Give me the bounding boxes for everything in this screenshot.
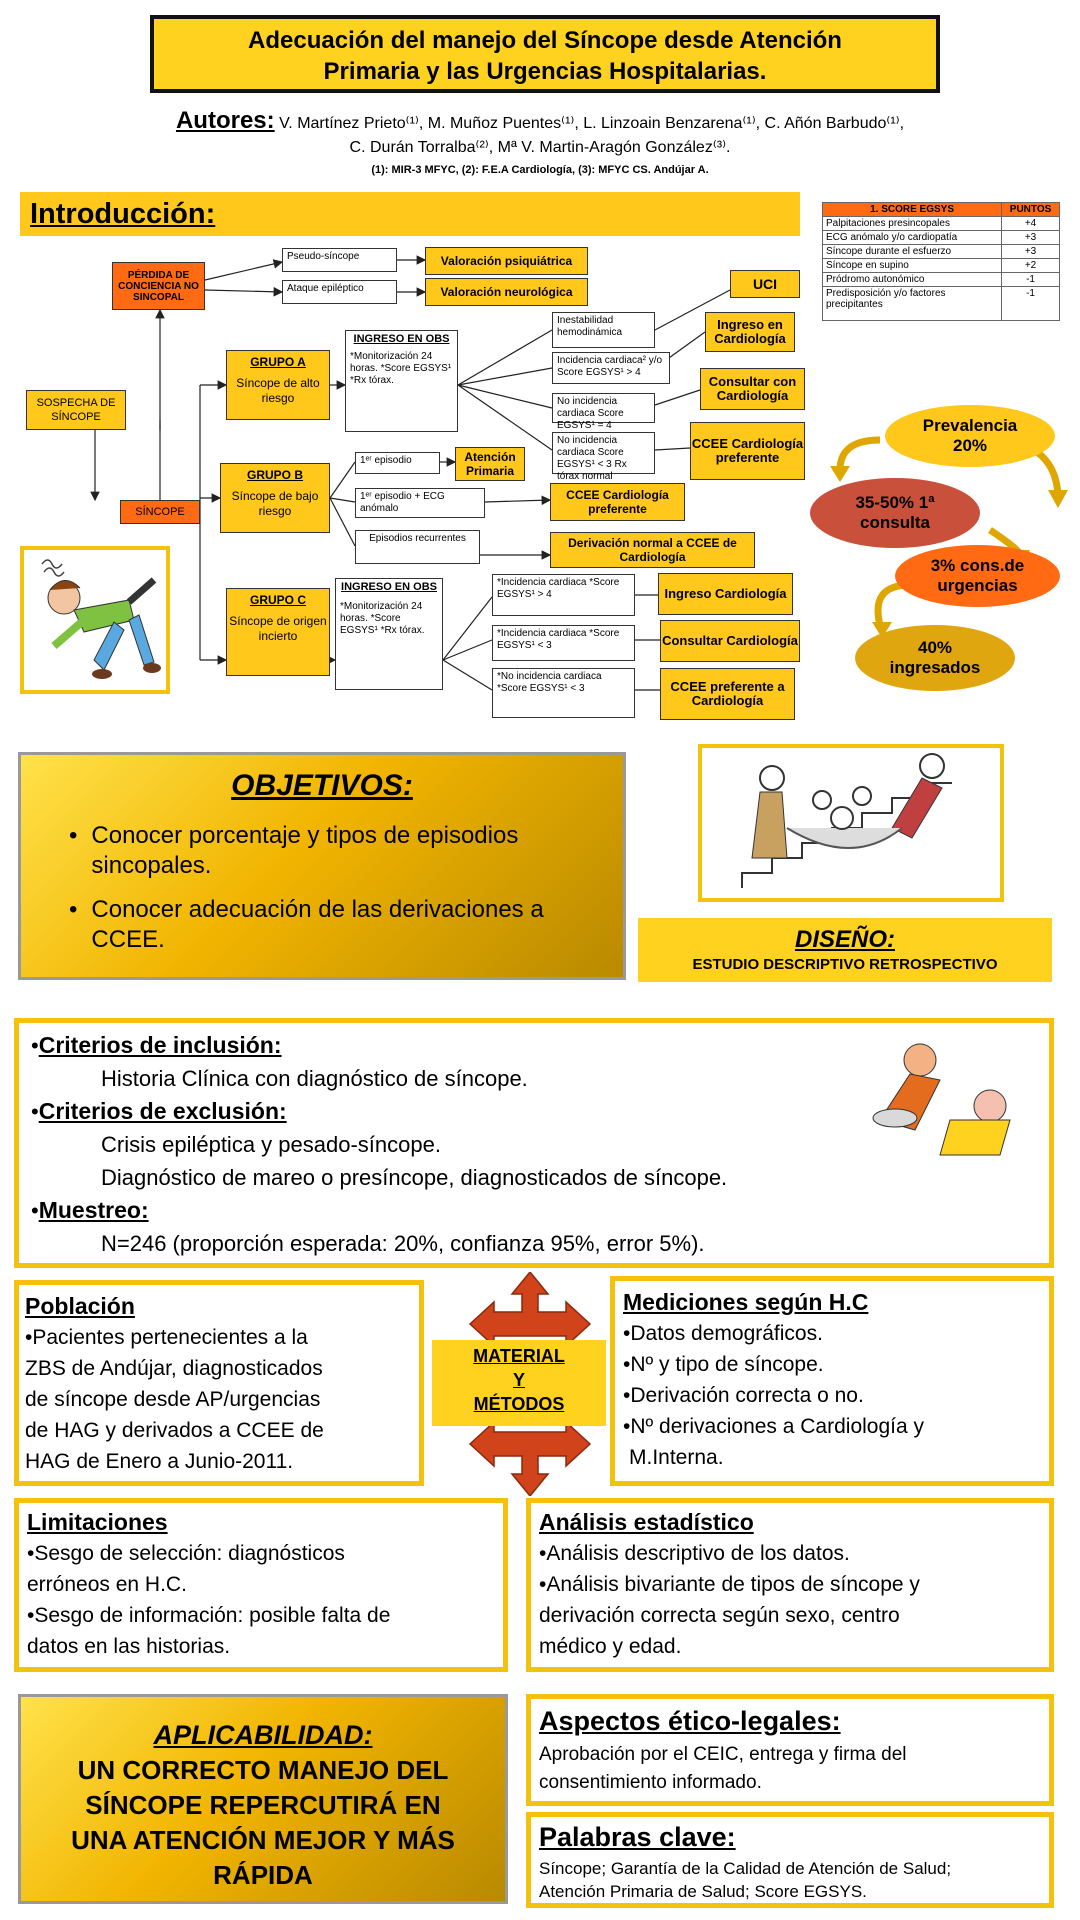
poblacion-line: HAG de Enero a Junio-2011. bbox=[25, 1450, 294, 1473]
score-egsys-table bbox=[822, 202, 1060, 321]
node-b2: 1ᵉʳ episodio + ECG anómalo bbox=[355, 488, 485, 518]
node-ccee-preferente: CCEE Cardiología preferente bbox=[690, 422, 805, 480]
objetivo-item bbox=[69, 821, 589, 881]
score-row-label: Predisposición y/o factores precipitantes bbox=[823, 287, 1002, 321]
limitaciones-panel bbox=[14, 1498, 508, 1672]
node-ingreso-cardiologia: Ingreso en Cardiología bbox=[705, 312, 795, 352]
mediciones-line: •Derivación correcta o no. bbox=[623, 1384, 864, 1407]
score-header-points: PUNTOS bbox=[1002, 203, 1060, 217]
stairs-carrying-icon bbox=[702, 748, 1000, 898]
score-row-label: Pródromo autonómico bbox=[823, 273, 1002, 287]
objetivo-text: Conocer adecuación de las derivaciones a CCEE. bbox=[91, 896, 544, 953]
limitaciones-line: datos en las historias. bbox=[27, 1635, 231, 1658]
node-valoracion-psiquiatrica: Valoración psiquiátrica bbox=[425, 247, 588, 275]
objetivo-text: Conocer porcentaje y tipos de episodios sincopales. bbox=[91, 822, 519, 879]
node-consultar-cardiologia: Consultar con Cardiología bbox=[700, 368, 805, 410]
helping-person-icon bbox=[840, 1030, 1030, 1160]
authors-line-1: V. Martínez Prieto⁽¹⁾, M. Muñoz Puentes⁽¹⁾, L. Linzoain Benzarena⁽¹⁾, C. Añón Barbudo⁽¹⁾, bbox=[279, 115, 905, 132]
node-perdida-conciencia: PÉRDIDA DE CONCIENCIA NO SINCOPAL bbox=[112, 262, 205, 310]
node-a4: No incidencia cardiaca Score EGSYS¹ < 3 Rx tórax normal bbox=[552, 432, 655, 474]
aplicabilidad-line: SÍNCOPE REPERCUTIRÁ EN bbox=[85, 1790, 441, 1820]
node-c1: *Incidencia cardiaca *Score EGSYS¹ > 4 bbox=[492, 574, 635, 616]
node-obs-c bbox=[335, 578, 443, 690]
obs-a-text: *Monitorización 24 horas. *Score EGSYS¹ *Rx tórax. bbox=[350, 351, 452, 386]
inclusion-title: Criterios de inclusión: bbox=[38, 1032, 282, 1058]
down-arrow-icon bbox=[470, 1422, 590, 1496]
bullet-icon: • bbox=[31, 1099, 39, 1124]
score-row-points: -1 bbox=[1002, 273, 1060, 287]
limitaciones-title: Limitaciones bbox=[27, 1509, 168, 1535]
objetivo-item bbox=[69, 895, 589, 955]
score-row-label: Síncope durante el esfuerzo bbox=[823, 245, 1002, 259]
affiliations: (1): MIR-3 MFYC, (2): F.E.A Cardiología, (3): MFYC CS. Andújar A. bbox=[371, 164, 709, 176]
analisis-title: Análisis estadístico bbox=[539, 1509, 754, 1535]
score-row-label: Síncope en supino bbox=[823, 259, 1002, 273]
mediciones-panel bbox=[610, 1276, 1054, 1486]
group-b bbox=[220, 463, 330, 533]
palabras-line: Síncope; Garantía de la Calidad de Atención de Salud; bbox=[539, 1859, 952, 1878]
group-a-title: GRUPO A bbox=[250, 355, 306, 369]
group-b-text: Síncope de bajo riesgo bbox=[231, 489, 319, 518]
node-c-consultar: Consultar Cardiología bbox=[660, 620, 800, 662]
aplicabilidad-line: UN CORRECTO MANEJO DEL bbox=[77, 1755, 449, 1785]
node-atencion-primaria: Atención Primaria bbox=[455, 447, 525, 481]
authors-line-2: C. Durán Torralba⁽²⁾, Mª V. Martin-Aragón González⁽³⁾. bbox=[349, 139, 731, 156]
cycle-primera-consulta: 35-50% 1ª consulta bbox=[810, 478, 980, 548]
poblacion-title: Población bbox=[25, 1293, 135, 1319]
score-row-points: -1 bbox=[1002, 287, 1060, 321]
node-ccee-preferente-b: CCEE Cardiología preferente bbox=[550, 483, 685, 521]
analisis-line: médico y edad. bbox=[539, 1635, 682, 1658]
exclusion-title: Criterios de exclusión: bbox=[38, 1098, 287, 1124]
obs-c-text: *Monitorización 24 horas. *Score EGSYS¹ *Rx tórax. bbox=[340, 601, 425, 636]
group-a-text: Síncope de alto riesgo bbox=[236, 376, 320, 405]
node-c2: *Incidencia cardiaca *Score EGSYS¹ < 3 bbox=[492, 625, 635, 661]
score-row-points: +4 bbox=[1002, 217, 1060, 231]
cycle-ingresados: 40% ingresados bbox=[855, 625, 1015, 691]
poblacion-line: de síncope desde AP/urgencias bbox=[25, 1388, 321, 1411]
node-sospecha-sincope: SOSPECHA DE SÍNCOPE bbox=[26, 390, 126, 430]
helping-person-picture bbox=[840, 1030, 1030, 1160]
muestreo-title: Muestreo: bbox=[38, 1197, 149, 1223]
bullet-icon: • bbox=[69, 822, 78, 849]
poblacion-line: ZBS de Andújar, diagnosticados bbox=[25, 1357, 323, 1380]
stairs-picture bbox=[698, 744, 1004, 902]
palabras-clave-panel bbox=[526, 1812, 1054, 1908]
node-obs-a bbox=[345, 330, 458, 432]
up-arrow-icon bbox=[470, 1272, 590, 1346]
bullet-icon: • bbox=[31, 1198, 39, 1223]
group-b-title: GRUPO B bbox=[246, 468, 303, 482]
mediciones-title: Mediciones según H.C bbox=[623, 1289, 869, 1315]
node-uci: UCI bbox=[730, 270, 800, 298]
analisis-line: •Análisis bivariante de tipos de síncope y bbox=[539, 1573, 920, 1596]
mediciones-line: •Datos demográficos. bbox=[623, 1322, 823, 1345]
group-a bbox=[226, 350, 330, 420]
etico-line: consentimiento informado. bbox=[539, 1772, 762, 1793]
etico-line: Aprobación por el CEIC, entrega y firma del bbox=[539, 1744, 907, 1765]
poblacion-line: de HAG y derivados a CCEE de bbox=[25, 1419, 324, 1442]
mediciones-line: M.Interna. bbox=[629, 1446, 724, 1469]
cycle-urgencias: 3% cons.de urgencias bbox=[895, 545, 1060, 607]
score-row-points: +3 bbox=[1002, 231, 1060, 245]
aplicabilidad-title: APLICABILIDAD: bbox=[153, 1720, 373, 1750]
palabras-line: Atención Primaria de Salud; Score EGSYS. bbox=[539, 1882, 867, 1901]
group-c-text: Síncope de origen incierto bbox=[229, 614, 327, 643]
aplicabilidad-line: RÁPIDA bbox=[213, 1860, 313, 1890]
score-row-label: ECG anómalo y/o cardiopatía bbox=[823, 231, 1002, 245]
limitaciones-line: •Sesgo de información: posible falta de bbox=[27, 1604, 391, 1627]
node-c-ccee: CCEE preferente a Cardiología bbox=[660, 668, 795, 720]
node-pseudo-sincope: Pseudo-síncope bbox=[282, 248, 397, 272]
diseno-heading: DISEÑO: bbox=[794, 926, 895, 953]
cycle-prevalencia: Prevalencia 20% bbox=[885, 405, 1055, 467]
node-c3: *No incidencia cardiaca *Score EGSYS¹ < 3 bbox=[492, 668, 635, 718]
score-header-name: 1. SCORE EGSYS bbox=[823, 203, 1002, 217]
mediciones-line: •Nº derivaciones a Cardiología y bbox=[623, 1415, 925, 1438]
objetivos-heading: OBJETIVOS: bbox=[231, 769, 413, 802]
poblacion-panel bbox=[14, 1280, 424, 1486]
exclusion-line-2: Diagnóstico de mareo o presíncope, diagnosticados de síncope. bbox=[101, 1165, 728, 1190]
group-c bbox=[226, 588, 330, 676]
node-a2: Incidencia cardiaca² y/o Score EGSYS¹ > 4 bbox=[552, 352, 670, 384]
limitaciones-line: erróneos en H.C. bbox=[27, 1573, 187, 1596]
score-row-points: +2 bbox=[1002, 259, 1060, 273]
node-a1: Inestabilidad hemodinámica bbox=[552, 312, 655, 348]
node-c-ingreso: Ingreso Cardiología bbox=[658, 573, 793, 615]
etico-panel bbox=[526, 1694, 1054, 1806]
etico-title: Aspectos ético-legales: bbox=[539, 1706, 841, 1736]
diseno-panel bbox=[638, 918, 1052, 982]
node-b1: 1ᵉʳ episodio bbox=[355, 452, 440, 474]
node-a3: No incidencia cardiaca Score EGSYS¹ = 4 bbox=[552, 393, 655, 423]
node-sincope: SÍNCOPE bbox=[120, 500, 200, 524]
score-row-points: +3 bbox=[1002, 245, 1060, 259]
bullet-icon: • bbox=[31, 1033, 39, 1058]
diseno-text: ESTUDIO DESCRIPTIVO RETROSPECTIVO bbox=[692, 956, 998, 973]
node-valoracion-neurologica: Valoración neurológica bbox=[425, 278, 588, 306]
obs-a-title: INGRESO EN OBS bbox=[353, 333, 450, 345]
analisis-line: •Análisis descriptivo de los datos. bbox=[539, 1542, 850, 1565]
node-ataque-epileptico: Ataque epiléptico bbox=[282, 280, 397, 304]
fainting-person-picture bbox=[20, 546, 170, 694]
aplicabilidad-panel bbox=[18, 1694, 508, 1904]
muestreo-text: N=246 (proporción esperada: 20%, confianza 95%, error 5%). bbox=[101, 1231, 705, 1256]
node-b3: Episodios recurrentes bbox=[355, 530, 480, 564]
objetivos-panel bbox=[18, 752, 626, 980]
material-line-3: MÉTODOS bbox=[473, 1394, 565, 1414]
exclusion-line-1: Crisis epiléptica y pesado-síncope. bbox=[101, 1132, 441, 1157]
analisis-panel bbox=[526, 1498, 1054, 1672]
authors-label: Autores: bbox=[175, 107, 275, 134]
intro-heading: Introducción: bbox=[30, 198, 216, 230]
limitaciones-line: •Sesgo de selección: diagnósticos bbox=[27, 1542, 345, 1565]
title-line-2: Primaria y las Urgencias Hospitalarias. bbox=[323, 58, 767, 85]
score-row-label: Palpitaciones presincopales bbox=[823, 217, 1002, 231]
analisis-line: derivación correcta según sexo, centro bbox=[539, 1604, 900, 1627]
material-line-1: MATERIAL bbox=[473, 1346, 565, 1366]
fainting-person-icon bbox=[24, 550, 166, 690]
obs-c-title: INGRESO EN OBS bbox=[341, 581, 437, 593]
material-line-2: Y bbox=[512, 1370, 525, 1390]
material-metodos-box bbox=[432, 1340, 606, 1426]
palabras-title: Palabras clave: bbox=[539, 1822, 736, 1852]
bullet-icon: • bbox=[69, 896, 78, 923]
poblacion-line: •Pacientes pertenecientes a la bbox=[25, 1326, 308, 1349]
group-c-title: GRUPO C bbox=[249, 593, 306, 607]
title-line-1: Adecuación del manejo del Síncope desde Atención bbox=[248, 27, 842, 54]
inclusion-text: Historia Clínica con diagnóstico de síncope. bbox=[101, 1066, 528, 1091]
aplicabilidad-line: UNA ATENCIÓN MEJOR Y MÁS bbox=[71, 1825, 455, 1855]
mediciones-line: •Nº y tipo de síncope. bbox=[623, 1353, 824, 1376]
node-derivacion-normal: Derivación normal a CCEE de Cardiología bbox=[550, 532, 755, 568]
